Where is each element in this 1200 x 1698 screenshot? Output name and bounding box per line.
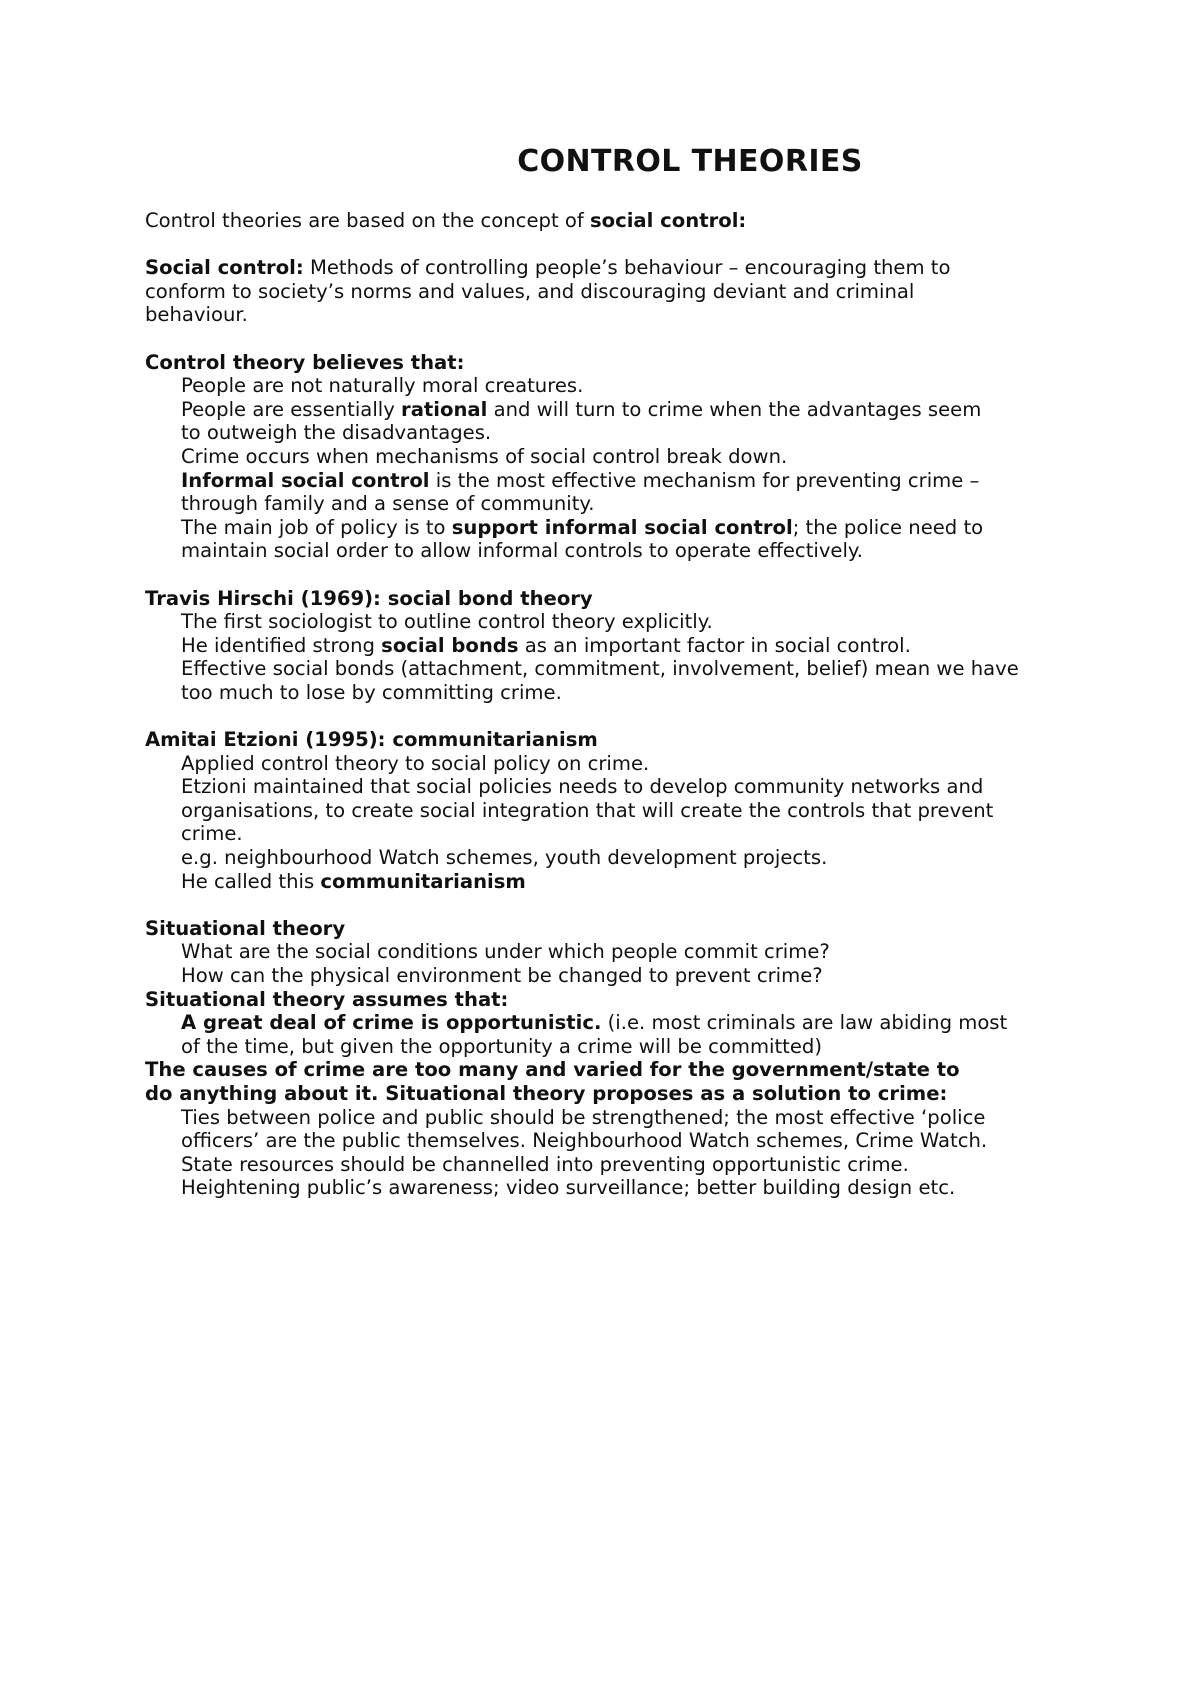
document-title: CONTROL THEORIES: [517, 144, 863, 179]
spacer: [145, 563, 1075, 587]
document-body: [145, 209, 1075, 1200]
etzioni-item-2-cont-1: organisations, to create social integration that will create the controls that prevent: [181, 798, 994, 822]
etzioni-heading: Amitai Etzioni (1995): communitarianism: [145, 728, 598, 752]
item-bold: social bonds: [381, 633, 519, 657]
hirschi-item-1: The first sociologist to outline control theory explicitly.: [181, 610, 713, 634]
intro-paragraph: [145, 209, 1075, 233]
etzioni-item-1: Applied control theory to social policy on crime.: [181, 751, 650, 775]
intro-text: Control theories are based on the concept of: [145, 209, 590, 232]
situational-heading: Situational theory: [145, 916, 346, 940]
item-text: is the most effective mechanism for preventing crime –: [429, 468, 980, 492]
situational-solution-1-cont: officers’ are the public themselves. Neighbourhood Watch schemes, Crime Watch.: [181, 1129, 988, 1153]
item-bold: communitarianism: [320, 869, 526, 893]
situational-question-2: How can the physical environment be changed to prevent crime?: [181, 964, 823, 987]
hirschi-item-3-cont: too much to lose by committing crime.: [181, 680, 562, 704]
item-text: (i.e. most criminals are law abiding most: [601, 1011, 1008, 1035]
etzioni-item-4: [145, 870, 1075, 894]
definition-term: Social control:: [145, 256, 304, 280]
situational-solution-2: State resources should be channelled into preventing opportunistic crime.: [181, 1152, 909, 1176]
definition-line-1: [145, 256, 1075, 280]
item-text: ; the police need to: [792, 515, 984, 539]
definition-text-1: Methods of controlling people’s behaviour – encouraging them to: [303, 256, 951, 280]
item-text: The main job of policy is to: [181, 515, 452, 539]
control-theory-item-3: Crime occurs when mechanisms of social control break down.: [181, 444, 788, 468]
situational-solution-1: Ties between police and public should be strengthened; the most effective ‘police: [181, 1105, 986, 1129]
situational-question-1: What are the social conditions under which people commit crime?: [181, 940, 830, 964]
control-theory-item-4-cont: through family and a sense of community.: [181, 492, 595, 516]
etzioni-item-2: Etzioni maintained that social policies needs to develop community networks and: [181, 775, 984, 799]
etzioni-item-3: e.g. neighbourhood Watch schemes, youth development projects.: [181, 846, 828, 870]
control-theory-item-5: [145, 516, 1075, 540]
hirschi-item-2: [145, 634, 1075, 658]
item-text: He called this: [181, 869, 321, 893]
item-text: People are essentially: [181, 397, 402, 421]
item-text: and will turn to crime when the advantages seem: [487, 397, 982, 421]
situational-assumption-1-cont: of the time, but given the opportunity a crime will be committed): [181, 1034, 822, 1058]
hirschi-heading: Travis Hirschi (1969): social bond theory: [145, 586, 593, 610]
item-bold: support informal social control: [451, 515, 793, 539]
situational-solution-3: Heightening public’s awareness; video surveillance; better building design etc.: [181, 1176, 956, 1200]
item-text: He identified strong: [181, 633, 382, 657]
situational-assumption-1: [145, 1011, 1075, 1035]
item-bold: A great deal of crime is opportunistic.: [181, 1011, 602, 1035]
situational-causes-line-2: do anything about it. Situational theory proposes as a solution to crime:: [145, 1081, 948, 1105]
control-theory-item-2: [145, 398, 1075, 422]
spacer: [145, 704, 1075, 728]
spacer: [145, 327, 1075, 351]
control-theory-item-1: People are not naturally moral creatures.: [181, 374, 584, 398]
situational-causes-line-1: The causes of crime are too many and varied for the government/state to: [145, 1058, 960, 1082]
hirschi-item-3: Effective social bonds (attachment, commitment, involvement, belief) mean we have: [181, 657, 1019, 681]
etzioni-item-2-cont-2: crime.: [181, 822, 243, 846]
spacer: [145, 233, 1075, 257]
item-bold: Informal social control: [181, 468, 430, 492]
control-theory-heading: Control theory believes that:: [145, 350, 465, 374]
situational-assumes-heading: Situational theory assumes that:: [145, 987, 509, 1011]
definition-line-3: behaviour.: [145, 303, 248, 327]
control-theory-item-4: [145, 469, 1075, 493]
intro-bold-term: social control:: [589, 209, 747, 232]
control-theory-item-5-cont: maintain social order to allow informal controls to operate effectively.: [181, 539, 863, 563]
item-bold: rational: [401, 397, 488, 421]
definition-line-2: conform to society’s norms and values, and discouraging deviant and criminal: [145, 279, 915, 303]
control-theory-item-2-cont: to outweigh the disadvantages.: [181, 421, 492, 445]
item-text: as an important factor in social control.: [518, 633, 911, 657]
spacer: [145, 893, 1075, 917]
